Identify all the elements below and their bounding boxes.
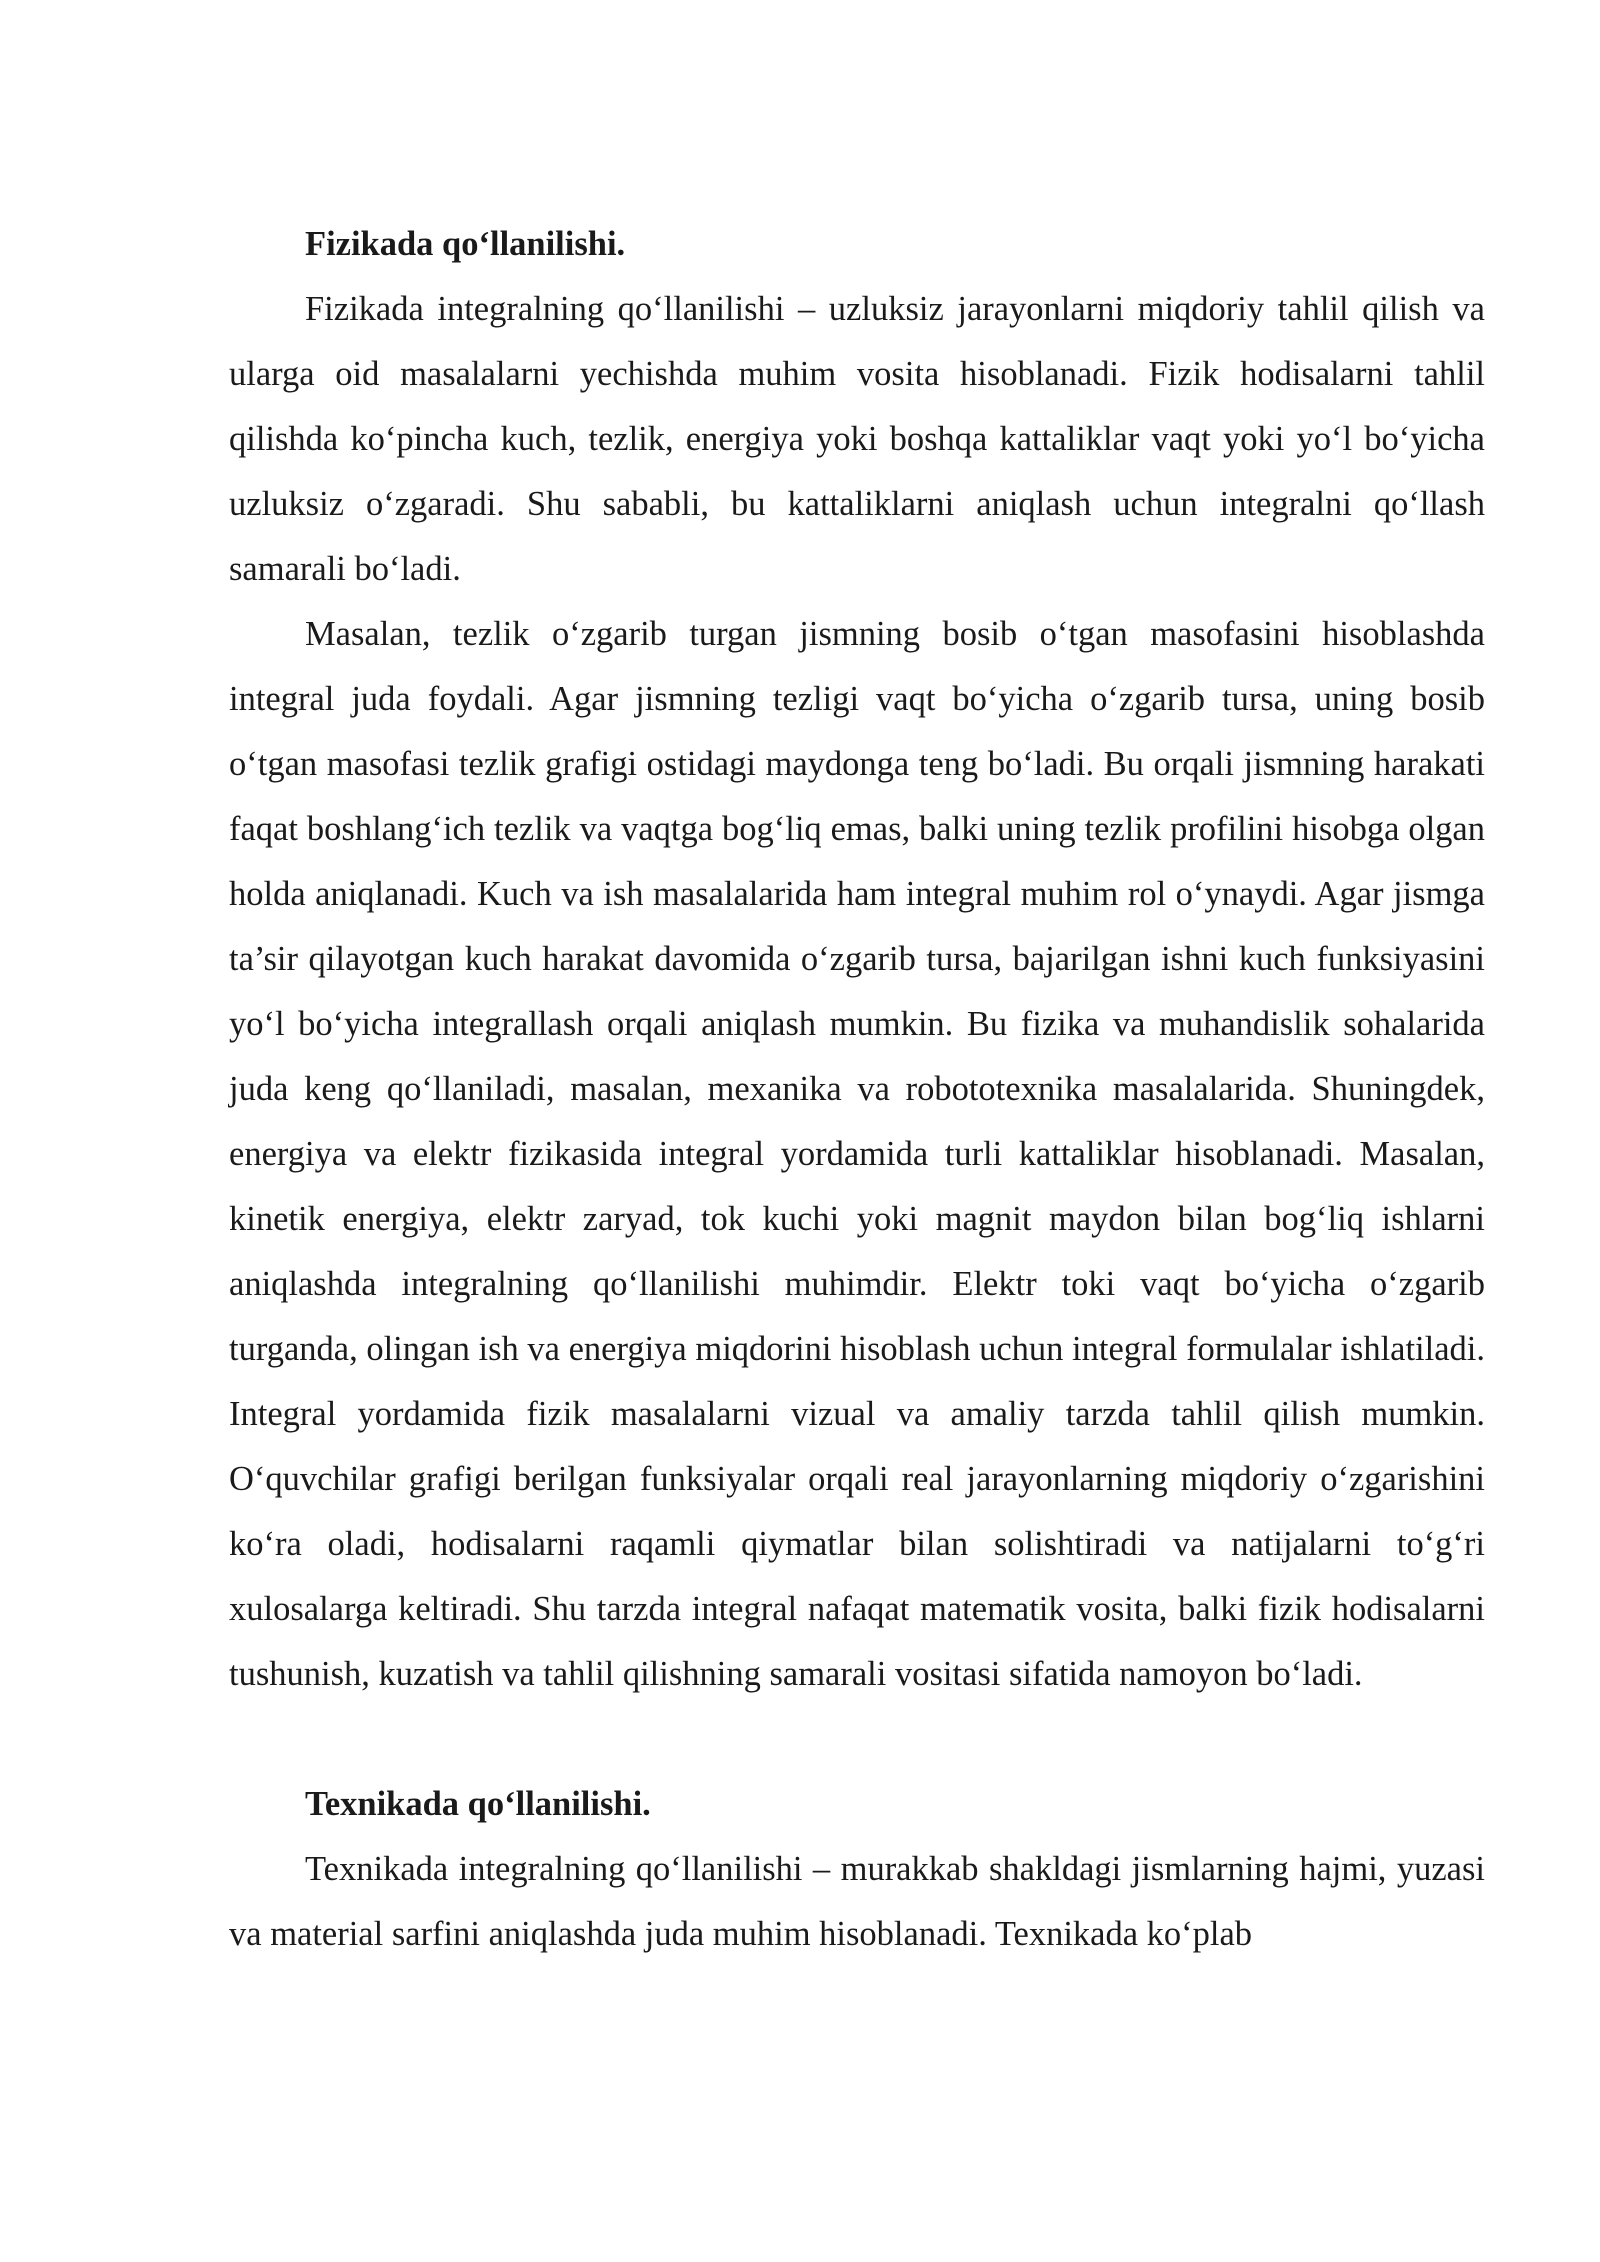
section-spacer: [229, 1707, 1485, 1772]
section-heading-technology: Texnikada qo‘llanilishi.: [305, 1785, 651, 1823]
paragraph-technology-intro: Texnikada integralning qo‘llanilishi – murakkab shakldagi jismlarning hajmi, yuzasi va material sarfini aniqlashda juda muhim hisoblanadi. Texnikada ko‘plab: [229, 1850, 1485, 1953]
paragraph-physics-intro: Fizikada integralning qo‘llanilishi – uzluksiz jarayonlarni miqdoriy tahlil qilish va ularga oid masalalarni yechishda muhim vosita hisoblanadi. Fizik hodisalarni tahlil qilishda ko‘pincha kuch, tezlik, energiya yoki boshqa kattaliklar vaqt yoki yo‘l bo‘yicha uzluksiz o‘zgaradi. Shu sababli, bu kattaliklarni aniqlash uchun integralni qo‘llash samarali bo‘ladi.: [229, 290, 1485, 588]
document-page: [229, 212, 1485, 1967]
paragraph-physics-examples: Masalan, tezlik o‘zgarib turgan jismning bosib o‘tgan masofasini hisoblashda integral juda foydali. Agar jismning tezligi vaqt bo‘yicha o‘zgarib tursa, uning bosib o‘tgan masofasi tezlik grafigi ostidagi maydonga teng bo‘ladi. Bu orqali jismning harakati faqat boshlang‘ich tezlik va vaqtga bog‘liq emas, balki uning tezlik profilini hisobga olgan holda aniqlanadi. Kuch va ish masalalarida ham integral muhim rol o‘ynaydi. Agar jismga ta’sir qilayotgan kuch harakat davomida o‘zgarib tursa, bajarilgan ishni kuch funksiyasini yo‘l bo‘yicha integrallash orqali aniqlash mumkin. Bu fizika va muhandislik sohalarida juda keng qo‘llaniladi, masalan, mexanika va robototexnika masalalarida. Shuningdek, energiya va elektr fizikasida integral yordamida turli kattaliklar hisoblanadi. Masalan, kinetik energiya, elektr zaryad, tok kuchi yoki magnit maydon bilan bog‘liq ishlarni aniqlashda integralning qo‘llanilishi muhimdir. Elektr toki vaqt bo‘yicha o‘zgarib turganda, olingan ish va energiya miqdorini hisoblash uchun integral formulalar ishlatiladi. Integral yordamida fizik masalalarni vizual va amaliy tarzda tahlil qilish mumkin. O‘quvchilar grafigi berilgan funksiyalar orqali real jarayonlarning miqdoriy o‘zgarishini ko‘ra oladi, hodisalarni raqamli qiymatlar bilan solishtiradi va natijalarni to‘g‘ri xulosalarga keltiradi. Shu tarzda integral nafaqat matematik vosita, balki fizik hodisalarni tushunish, kuzatish va tahlil qilishning samarali vositasi sifatida namoyon bo‘ladi.: [229, 615, 1485, 1693]
section-heading-physics: Fizikada qo‘llanilishi.: [305, 225, 626, 263]
